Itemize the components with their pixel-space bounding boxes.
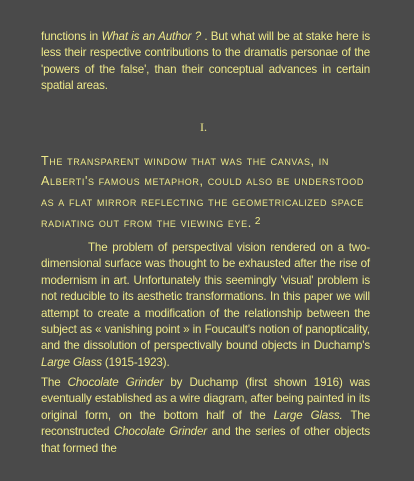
paragraph-text: The problem of perspectival vision rendered on a two-dimensional surface was thought to be exhausted after the rise of modernism in art. Unfortunately this seemingly 'visual' problem is not reducible to its aesthetic transformations. In this paper we will attempt to create a modification of the relationship between the subject as « vanishing point » in Foucault's notion of panopticality, and the dissolution of perspectivally bound objects in Duchamp's — [41, 241, 370, 353]
artwork-title: Large Glass — [41, 355, 102, 369]
heading-text: The transparent window that was the canvas, in Alberti's famous metaphor, could also be understood as a flat mirror reflecting the geometricalized space radiating out from the viewing eye. — [41, 154, 364, 231]
paragraph-text: The reconstructed — [41, 408, 371, 439]
paragraph-text: The — [41, 376, 68, 389]
body-paragraph-intro — [41, 29, 370, 95]
section-number: I. — [200, 120, 207, 134]
footnote-marker[interactable]: 2 — [254, 216, 262, 228]
paragraph-text: by Duchamp (first shown 1916) was eventually established as a wire diagram, after being painted in its original form, on the bottom half of the — [41, 376, 370, 422]
body-paragraph-chocolate-grinder — [41, 375, 370, 457]
body-paragraph-perspectival — [41, 240, 370, 371]
section-heading-quote — [41, 151, 372, 234]
paragraph-text: (1915-1923). — [101, 355, 170, 369]
paragraph-text: . But what will be at stake here is less their respective contributions to the dramatis personae of the 'powers of the false', than their conceptual advances in certain spatial areas. — [41, 30, 370, 93]
artwork-title: Large Glass. — [273, 408, 343, 422]
paragraph-text: functions in — [41, 30, 102, 43]
artwork-title: Chocolate Grinder — [67, 376, 164, 389]
book-title: What is an Author ? — [101, 30, 202, 43]
paragraph-text: and the series of other objects that formed the — [41, 425, 370, 455]
artwork-title: Chocolate Grinder — [113, 425, 207, 439]
